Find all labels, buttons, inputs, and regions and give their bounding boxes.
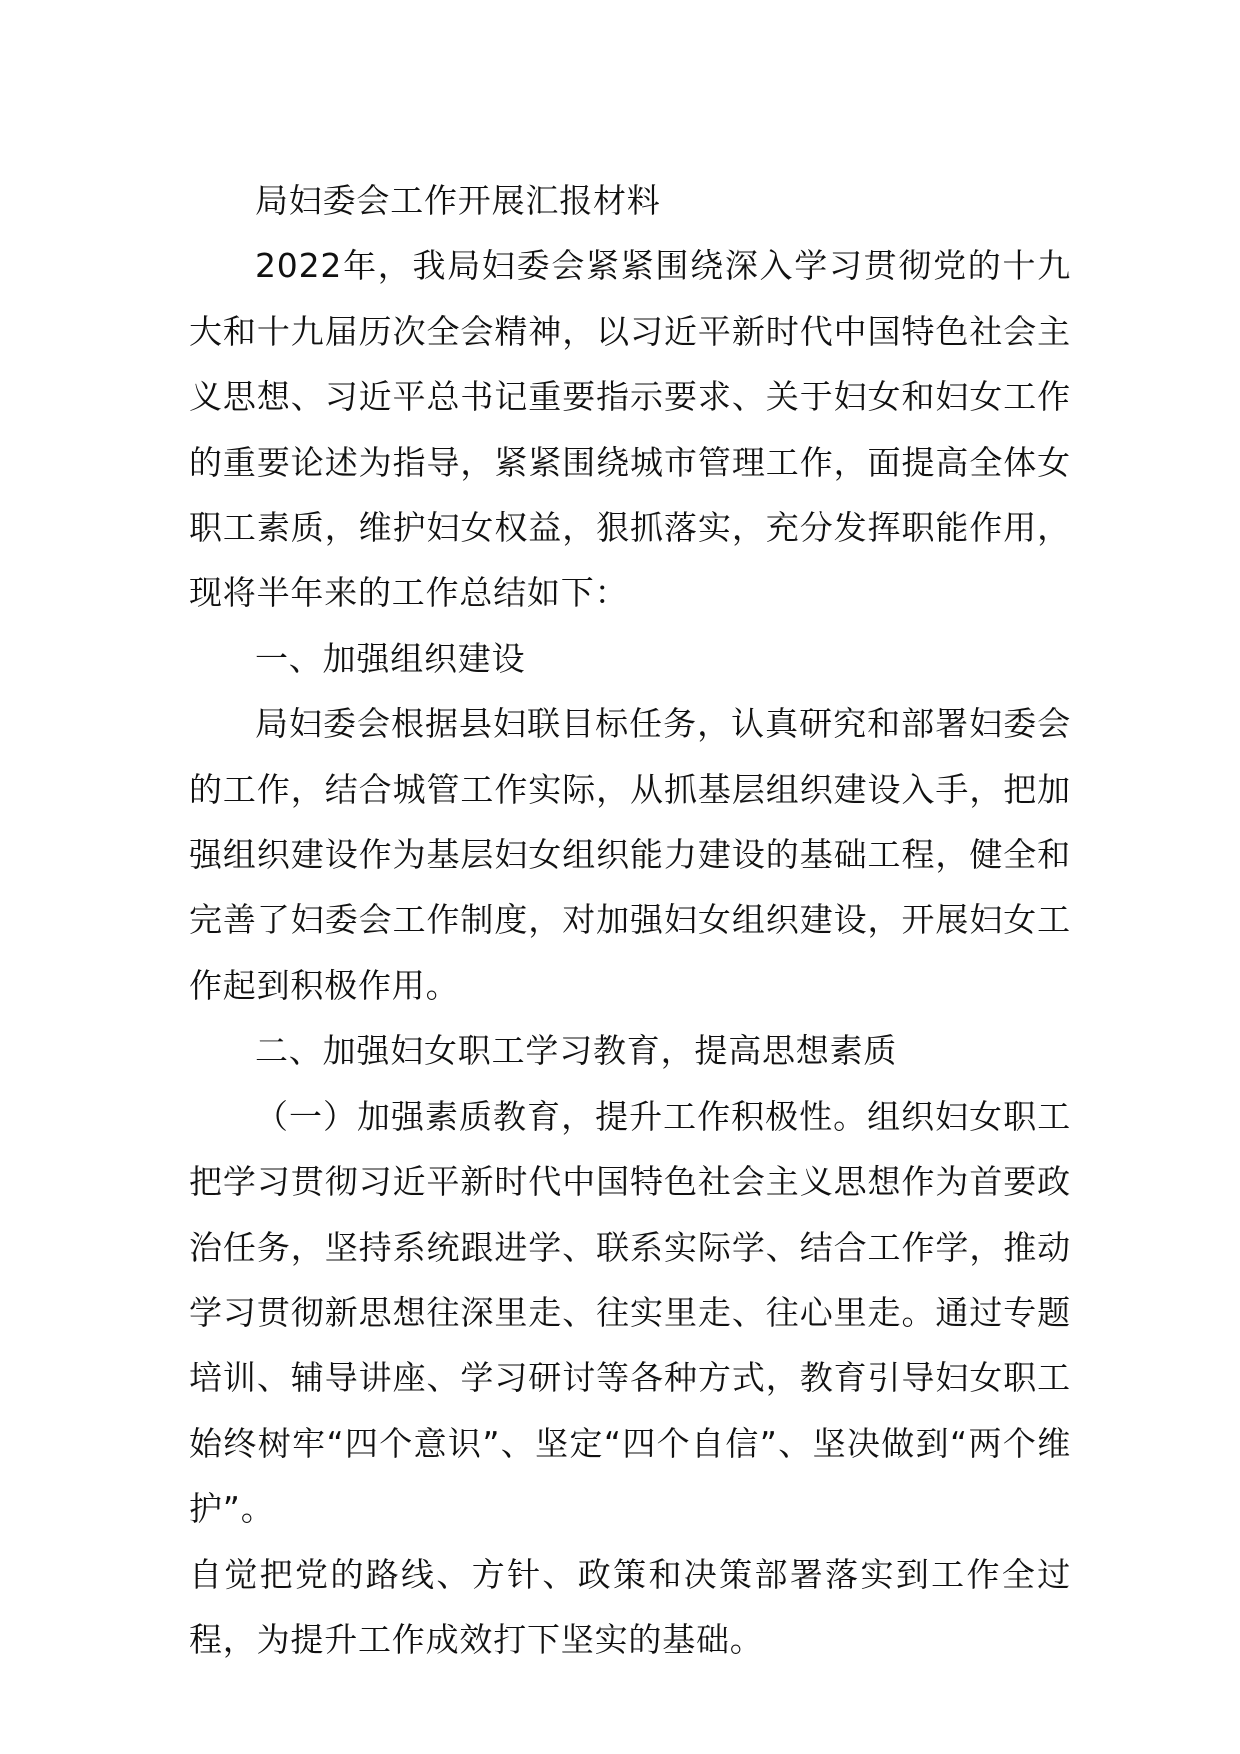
- document-title: 局妇委会工作开展汇报材料: [255, 181, 661, 220]
- section-2-subsection-1-continuation: 自觉把党的路线、方针、政策和决策部署落实到工作全过程，为提升工作成效打下坚实的基础。: [189, 1554, 1071, 1659]
- intro-paragraph: 2022年，我局妇委会紧紧围绕深入学习贯彻党的十九大和十九届历次全会精神，以习近平新时代中国特色社会主义思想、习近平总书记重要指示要求、关于妇女和妇女工作的重要论述为指导，紧紧围绕城市管理工作，面提高全体女职工素质，维护妇女权益，狠抓落实，充分发挥职能作用，现将半年来的工作总结如下：: [189, 246, 1071, 613]
- section-1-paragraph: 局妇委会根据县妇联目标任务，认真研究和部署妇委会的工作，结合城管工作实际，从抓基层组织建设入手，把加强组织建设作为基层妇女组织能力建设的基础工程，健全和完善了妇委会工作制度，对加强妇女组织建设，开展妇女工作起到积极作用。: [189, 704, 1071, 1005]
- section-heading-2: 二、加强妇女职工学习教育，提高思想素质: [255, 1031, 898, 1071]
- document-body: [189, 168, 1071, 1672]
- section-heading-1: 一、加强组织建设: [255, 638, 526, 678]
- section-2-subsection-1-paragraph: （一）加强素质教育，提升工作积极性。组织妇女职工把学习贯彻习近平新时代中国特色社会主义思想作为首要政治任务，坚持系统跟进学、联系实际学、结合工作学，推动学习贯彻新思想往深里走、往实里走、往心里走。通过专题培训、辅导讲座、学习研讨等各种方式，教育引导妇女职工始终树牢“四个意识”、坚定“四个自信”、坚决做到“两个维护”。: [189, 1096, 1071, 1529]
